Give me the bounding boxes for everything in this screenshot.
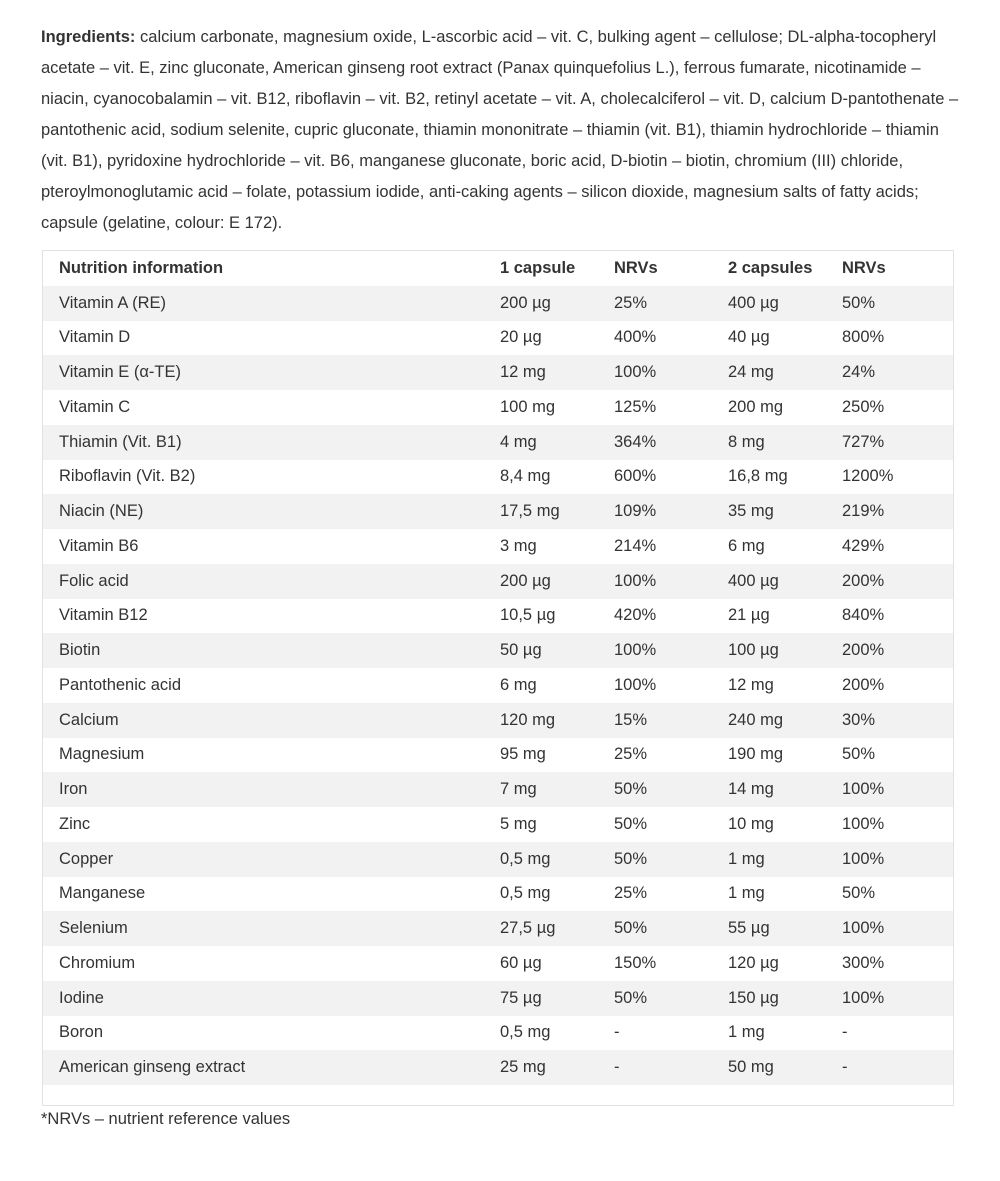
one-capsule-amount-cell: 100 mg: [500, 397, 556, 416]
two-capsules-amount-cell: 12 mg: [728, 675, 774, 694]
table-row: [43, 807, 953, 842]
one-capsule-amount-cell: 8,4 mg: [500, 467, 551, 486]
one-capsule-amount-cell: 95 mg: [500, 745, 546, 764]
nutrient-name-cell: Vitamin C: [59, 397, 131, 416]
table-row: [43, 738, 953, 773]
one-capsule-nrv-cell: 25%: [614, 884, 648, 903]
table-row: [43, 286, 953, 321]
one-capsule-amount-cell: 20 µg: [500, 328, 542, 347]
two-capsules-nrv-cell: -: [842, 1058, 848, 1077]
table-row: [43, 668, 953, 703]
table-row: [43, 599, 953, 634]
nutrient-name-cell: Thiamin (Vit. B1): [59, 432, 182, 451]
nutrient-name-cell: Boron: [59, 1023, 104, 1042]
one-capsule-nrv-cell: 25%: [614, 745, 648, 764]
two-capsules-nrv-cell: 727%: [842, 432, 885, 451]
nutrient-name-cell: Chromium: [59, 953, 136, 972]
one-capsule-amount-cell: 10,5 µg: [500, 606, 556, 625]
header-nrvs-1: NRVs: [614, 258, 658, 277]
footnote: *NRVs – nutrient reference values: [41, 1110, 291, 1128]
nutrition-table-body: [43, 286, 953, 1085]
table-row: [43, 981, 953, 1016]
table-row: [43, 1050, 953, 1085]
one-capsule-nrv-cell: 100%: [614, 363, 657, 382]
two-capsules-amount-cell: 1 mg: [728, 884, 765, 903]
two-capsules-amount-cell: 35 mg: [728, 502, 774, 521]
one-capsule-amount-cell: 50 µg: [500, 641, 542, 660]
nutrition-table: [43, 251, 953, 1085]
one-capsule-amount-cell: 3 mg: [500, 536, 537, 555]
one-capsule-amount-cell: 0,5 mg: [500, 1023, 551, 1042]
two-capsules-nrv-cell: 1200%: [842, 467, 894, 486]
one-capsule-nrv-cell: 100%: [614, 571, 657, 590]
nutrient-name-cell: Zinc: [59, 814, 91, 833]
one-capsule-amount-cell: 60 µg: [500, 953, 542, 972]
two-capsules-amount-cell: 400 µg: [728, 571, 779, 590]
one-capsule-amount-cell: 6 mg: [500, 675, 537, 694]
one-capsule-nrv-cell: 25%: [614, 293, 648, 312]
two-capsules-amount-cell: 8 mg: [728, 432, 765, 451]
two-capsules-nrv-cell: 200%: [842, 675, 885, 694]
two-capsules-amount-cell: 40 µg: [728, 328, 770, 347]
two-capsules-amount-cell: 400 µg: [728, 293, 779, 312]
two-capsules-nrv-cell: 219%: [842, 502, 885, 521]
two-capsules-nrv-cell: 840%: [842, 606, 885, 625]
one-capsule-nrv-cell: 364%: [614, 432, 657, 451]
two-capsules-nrv-cell: -: [842, 1023, 848, 1042]
nutrition-table-container: [42, 250, 954, 1106]
nutrient-name-cell: Iron: [59, 780, 88, 799]
two-capsules-nrv-cell: 50%: [842, 293, 876, 312]
table-row: [43, 877, 953, 912]
table-row: [43, 460, 953, 495]
two-capsules-amount-cell: 6 mg: [728, 536, 765, 555]
nutrient-name-cell: Vitamin E (α-TE): [59, 363, 182, 382]
two-capsules-amount-cell: 1 mg: [728, 1023, 765, 1042]
one-capsule-nrv-cell: 50%: [614, 988, 648, 1007]
one-capsule-amount-cell: 27,5 µg: [500, 919, 556, 938]
two-capsules-amount-cell: 14 mg: [728, 780, 774, 799]
header-1-capsule: 1 capsule: [500, 258, 576, 277]
two-capsules-amount-cell: 120 µg: [728, 953, 779, 972]
two-capsules-nrv-cell: 200%: [842, 571, 885, 590]
one-capsule-amount-cell: 7 mg: [500, 780, 537, 799]
nutrient-name-cell: Biotin: [59, 641, 101, 660]
header-nrvs-2: NRVs: [842, 258, 886, 277]
table-row: [43, 946, 953, 981]
one-capsule-amount-cell: 75 µg: [500, 988, 542, 1007]
one-capsule-nrv-cell: 50%: [614, 780, 648, 799]
one-capsule-nrv-cell: 400%: [614, 328, 657, 347]
nutrient-name-cell: Vitamin B12: [59, 606, 148, 625]
one-capsule-nrv-cell: 600%: [614, 467, 657, 486]
one-capsule-amount-cell: 200 µg: [500, 293, 551, 312]
table-row: [43, 425, 953, 460]
two-capsules-amount-cell: 21 µg: [728, 606, 770, 625]
two-capsules-nrv-cell: 50%: [842, 745, 876, 764]
one-capsule-nrv-cell: 125%: [614, 397, 657, 416]
nutrient-name-cell: Selenium: [59, 919, 128, 938]
one-capsule-nrv-cell: 100%: [614, 641, 657, 660]
table-row: [43, 772, 953, 807]
two-capsules-amount-cell: 16,8 mg: [728, 467, 788, 486]
table-row: [43, 529, 953, 564]
table-row: [43, 633, 953, 668]
two-capsules-amount-cell: 50 mg: [728, 1058, 774, 1077]
table-header-row: [43, 251, 953, 286]
one-capsule-amount-cell: 0,5 mg: [500, 884, 551, 903]
nutrient-name-cell: Vitamin D: [59, 328, 131, 347]
one-capsule-amount-cell: 200 µg: [500, 571, 551, 590]
two-capsules-amount-cell: 24 mg: [728, 363, 774, 382]
table-row: [43, 1016, 953, 1051]
two-capsules-nrv-cell: 429%: [842, 536, 885, 555]
one-capsule-amount-cell: 0,5 mg: [500, 849, 551, 868]
ingredients-paragraph: [41, 22, 963, 239]
two-capsules-amount-cell: 100 µg: [728, 641, 779, 660]
table-row: [43, 355, 953, 390]
two-capsules-amount-cell: 200 mg: [728, 397, 784, 416]
two-capsules-nrv-cell: 800%: [842, 328, 885, 347]
one-capsule-nrv-cell: 50%: [614, 919, 648, 938]
nutrient-name-cell: Pantothenic acid: [59, 675, 182, 694]
two-capsules-amount-cell: 55 µg: [728, 919, 770, 938]
two-capsules-nrv-cell: 100%: [842, 919, 885, 938]
nutrient-name-cell: Calcium: [59, 710, 119, 729]
two-capsules-nrv-cell: 100%: [842, 780, 885, 799]
one-capsule-amount-cell: 25 mg: [500, 1058, 546, 1077]
one-capsule-nrv-cell: 50%: [614, 814, 648, 833]
nutrient-name-cell: Folic acid: [59, 571, 129, 590]
one-capsule-nrv-cell: 100%: [614, 675, 657, 694]
one-capsule-nrv-cell: -: [614, 1023, 620, 1042]
one-capsule-nrv-cell: 214%: [614, 536, 657, 555]
ingredients-text: calcium carbonate, magnesium oxide, L-ascorbic acid – vit. C, bulking agent – cellulose; DL-alpha-tocopheryl acetate – vit. E, zinc gluconate, American ginseng root extract (Panax quinquefolius L.), ferrous fumarate, nicotinamide – niacin, cyanocobalamin – vit. B12, riboflavin – vit. B2, retinyl acetate – vit. A, cholecalciferol – vit. D, calcium D-pantothenate – pantothenic acid, sodium selenite, cupric gluconate, thiamin mononitrate – thiamin (vit. B1), thiamin hydrochloride – thiamin (vit. B1), pyridoxine hydrochloride – vit. B6, manganese gluconate, boric acid, D-biotin – biotin, chromium (III) chloride, pteroylmonoglutamic acid – folate, potassium iodide, anti-caking agents – silicon dioxide, magnesium salts of fatty acids; capsule (gelatine, colour: E 172).: [41, 28, 959, 232]
nutrient-name-cell: Manganese: [59, 884, 146, 903]
two-capsules-amount-cell: 10 mg: [728, 814, 774, 833]
two-capsules-nrv-cell: 100%: [842, 988, 885, 1007]
nutrient-name-cell: American ginseng extract: [59, 1058, 246, 1077]
two-capsules-nrv-cell: 24%: [842, 363, 876, 382]
nutrient-name-cell: Riboflavin (Vit. B2): [59, 467, 196, 486]
table-row: [43, 321, 953, 356]
one-capsule-nrv-cell: 50%: [614, 849, 648, 868]
two-capsules-nrv-cell: 100%: [842, 814, 885, 833]
one-capsule-amount-cell: 17,5 mg: [500, 502, 560, 521]
nutrient-name-cell: Iodine: [59, 988, 104, 1007]
two-capsules-nrv-cell: 250%: [842, 397, 885, 416]
one-capsule-nrv-cell: 420%: [614, 606, 657, 625]
header-nutrition-information: Nutrition information: [59, 258, 224, 277]
one-capsule-amount-cell: 12 mg: [500, 363, 546, 382]
nutrient-name-cell: Niacin (NE): [59, 502, 144, 521]
two-capsules-amount-cell: 150 µg: [728, 988, 779, 1007]
nutrient-name-cell: Copper: [59, 849, 114, 868]
table-row: [43, 564, 953, 599]
two-capsules-amount-cell: 190 mg: [728, 745, 784, 764]
ingredients-label: Ingredients:: [41, 28, 136, 46]
one-capsule-amount-cell: 4 mg: [500, 432, 537, 451]
one-capsule-nrv-cell: 15%: [614, 710, 648, 729]
two-capsules-nrv-cell: 50%: [842, 884, 876, 903]
nutrient-name-cell: Vitamin B6: [59, 536, 139, 555]
table-row: [43, 390, 953, 425]
table-row: [43, 703, 953, 738]
table-row: [43, 494, 953, 529]
two-capsules-nrv-cell: 30%: [842, 710, 876, 729]
one-capsule-nrv-cell: 109%: [614, 502, 657, 521]
two-capsules-amount-cell: 240 mg: [728, 710, 784, 729]
header-2-capsules: 2 capsules: [728, 258, 813, 277]
two-capsules-nrv-cell: 100%: [842, 849, 885, 868]
one-capsule-nrv-cell: -: [614, 1058, 620, 1077]
one-capsule-amount-cell: 120 mg: [500, 710, 556, 729]
table-row: [43, 842, 953, 877]
nutrient-name-cell: Magnesium: [59, 745, 145, 764]
two-capsules-nrv-cell: 300%: [842, 953, 885, 972]
nutrient-name-cell: Vitamin A (RE): [59, 293, 166, 312]
table-row: [43, 911, 953, 946]
one-capsule-amount-cell: 5 mg: [500, 814, 537, 833]
two-capsules-amount-cell: 1 mg: [728, 849, 765, 868]
one-capsule-nrv-cell: 150%: [614, 953, 657, 972]
two-capsules-nrv-cell: 200%: [842, 641, 885, 660]
